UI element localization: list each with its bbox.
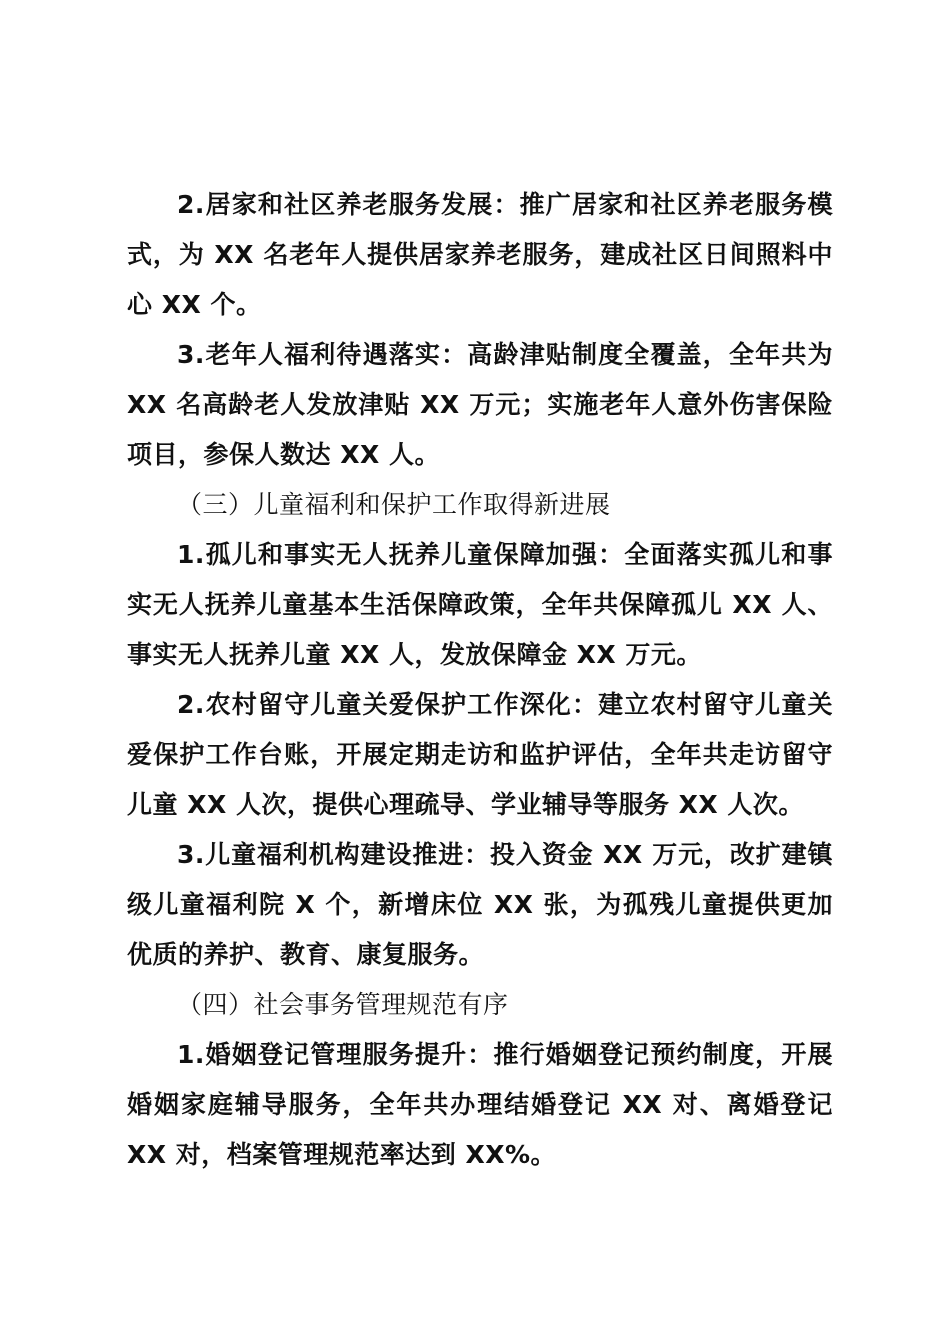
section-heading-child-welfare: （三）儿童福利和保护工作取得新进展 [177, 490, 611, 519]
paragraph-elderly-welfare: 3.老年人福利待遇落实：高龄津贴制度全覆盖，全年共为 XX 名高龄老人发放津贴 XX 万元；实施老年人意外伤害保险项目，参保人数达 XX 人。 [127, 340, 833, 469]
document-body [127, 180, 833, 1180]
paragraph-child-welfare-institutions: 3.儿童福利机构建设推进：投入资金 XX 万元，改扩建镇级儿童福利院 X 个，新增床位 XX 张，为孤残儿童提供更加优质的养护、教育、康复服务。 [127, 840, 833, 969]
paragraph-left-behind-children: 2.农村留守儿童关爱保护工作深化：建立农村留守儿童关爱保护工作台账，开展定期走访和监护评估，全年共走访留守儿童 XX 人次，提供心理疏导、学业辅导等服务 XX 人次。 [127, 690, 833, 819]
section-heading-social-affairs: （四）社会事务管理规范有序 [177, 990, 509, 1019]
paragraph-marriage-registration: 1.婚姻登记管理服务提升：推行婚姻登记预约制度，开展婚姻家庭辅导服务，全年共办理结婚登记 XX 对、离婚登记 XX 对，档案管理规范率达到 XX%。 [127, 1040, 833, 1169]
paragraph-home-community-elderly-care: 2.居家和社区养老服务发展：推广居家和社区养老服务模式，为 XX 名老年人提供居家养老服务，建成社区日间照料中心 XX 个。 [127, 190, 833, 319]
paragraph-orphan-protection: 1.孤儿和事实无人抚养儿童保障加强：全面落实孤儿和事实无人抚养儿童基本生活保障政策，全年共保障孤儿 XX 人、事实无人抚养儿童 XX 人，发放保障金 XX 万元。 [127, 540, 833, 669]
